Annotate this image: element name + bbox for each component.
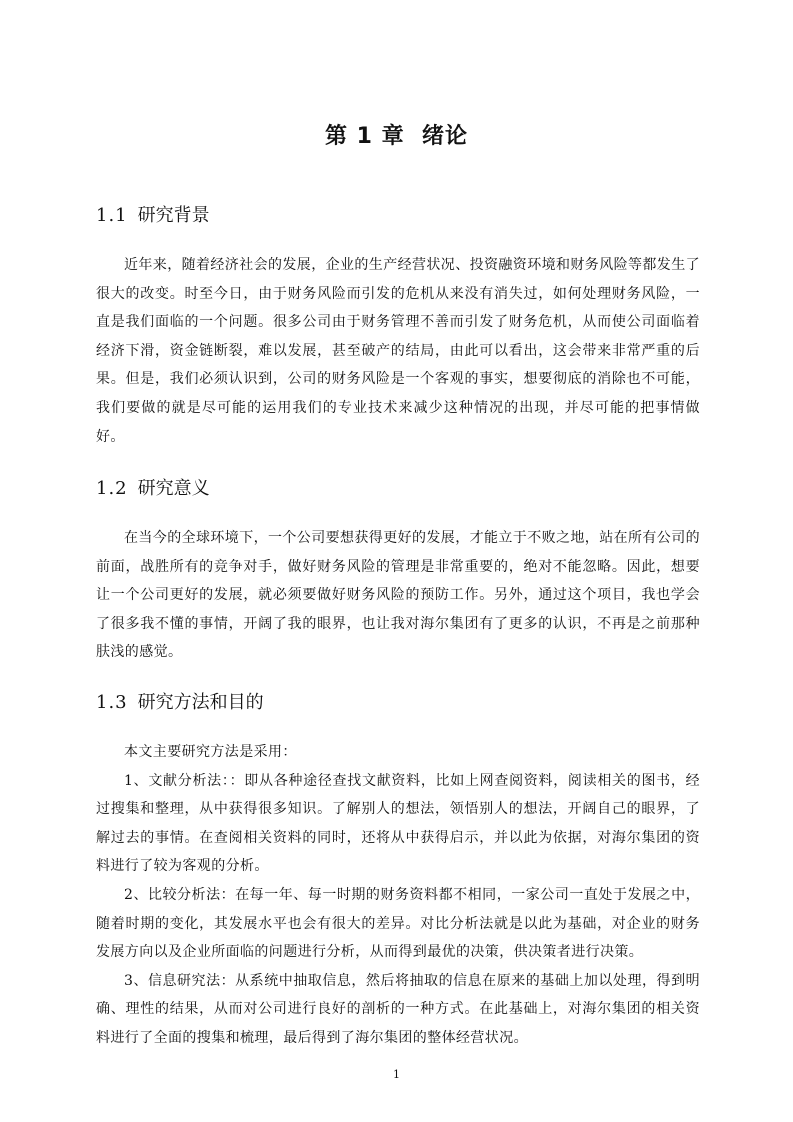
- section-title: 研究方法和目的: [137, 692, 264, 713]
- section-title: 研究背景: [137, 205, 210, 226]
- section-number: 1.2: [96, 478, 128, 499]
- chapter-title: 第 1 章 绪论: [325, 124, 468, 149]
- section-research-background: [96, 203, 700, 451]
- section-number: 1.3: [96, 692, 128, 713]
- section-heading: [96, 203, 700, 229]
- section-heading: [96, 690, 700, 716]
- page-number: 1: [393, 1068, 400, 1081]
- section-title: 研究意义: [137, 478, 210, 499]
- section-number: 1.1: [96, 205, 128, 226]
- paragraph: 近年来，随着经济社会的发展，企业的生产经营状况、投资融资环境和财务风险等都发生了很大的改变。时至今日，由于财务风险而引发的危机从来没有消失过，如何处理财务风险，一直是我们面临的一个问题。很多公司由于财务管理不善而引发了财务危机，从而使公司面临着经济下滑，资金链断裂，难以发展，甚至破产的结局，由此可以看出，这会带来非常严重的后果。但是，我们必须认识到，公司的财务风险是一个客观的事实，想要彻底的消除也不可能，我们要做的就是尽可能的运用我们的专业技术来减少这种情况的出现，并尽可能的把事情做好。: [96, 257, 700, 445]
- paragraph: 1、文献分析法：：即从各种途径查找文献资料，比如上网查阅资料，阅读相关的图书，经过搜集和整理，从中获得很多知识。了解别人的想法，领悟别人的想法，开阔自己的眼界，了解过去的事情。在查阅相关资料的同时，还将从中获得启示，并以此为依据，对海尔集团的资料进行了较为客观的分析。: [96, 772, 700, 875]
- section-research-methods: [96, 690, 700, 1053]
- section-heading: [96, 476, 700, 502]
- section-research-significance: [96, 476, 700, 667]
- paragraph: 3、信息研究法：从系统中抽取信息，然后将抽取的信息在原来的基础上加以处理，得到明确、理性的结果，从而对公司进行良好的剖析的一种方式。在此基础上，对海尔集团的相关资料进行了全面的搜集和梳理，最后得到了海尔集团的整体经营状况。: [96, 972, 700, 1046]
- paragraph: 本文主要研究方法是采用：: [124, 744, 297, 760]
- paragraph: 在当今的全球环境下，一个公司要想获得更好的发展，才能立于不败之地，站在所有公司的前面，战胜所有的竞争对手，做好财务风险的管理是非常重要的，绝对不能忽略。因此，想要让一个公司更好的发展，就必须要做好财务风险的预防工作。另外，通过这个项目，我也学会了很多我不懂的事情，开阔了我的眼界，也让我对海尔集团有了更多的认识，不再是之前那种肤浅的感觉。: [96, 530, 700, 661]
- paragraph: 2、比较分析法：在每一年、每一时期的财务资料都不相同，一家公司一直处于发展之中，随着时期的变化，其发展水平也会有很大的差异。对比分析法就是以此为基础，对企业的财务发展方向以及企业所面临的问题进行分析，从而得到最优的决策，供决策者进行决策。: [96, 886, 700, 961]
